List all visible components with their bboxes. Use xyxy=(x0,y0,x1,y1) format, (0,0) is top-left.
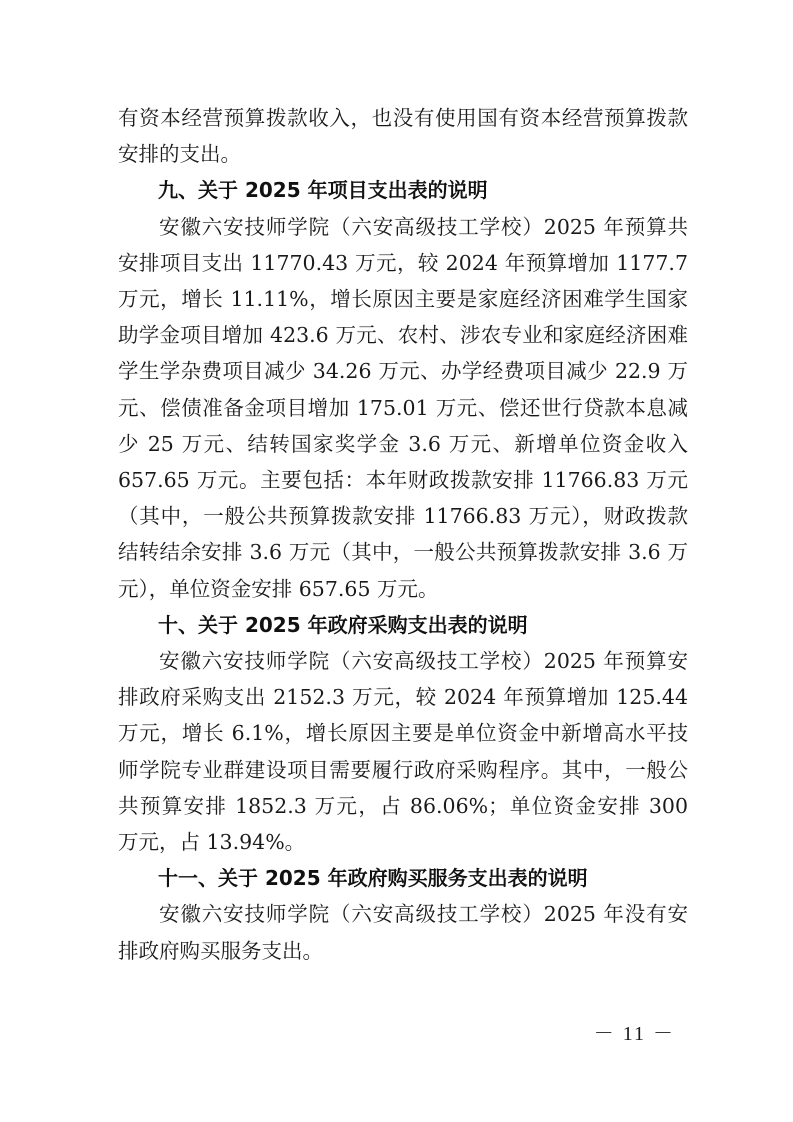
section-paragraph-government-services: 安徽六安技师学院（六安高级技工学校）2025 年没有安排政府购买服务支出。 xyxy=(118,902,688,963)
document-body xyxy=(118,100,688,969)
section-heading-government-services: 十一、关于 2025 年政府购买服务支出表的说明 xyxy=(158,866,588,891)
intro-continuation-paragraph: 有资本经营预算拨款收入，也没有使用国有资本经营预算拨款安排的支出。 xyxy=(118,106,688,167)
page-number: － 11 － xyxy=(593,1023,675,1045)
section-heading-project-expenditure: 九、关于 2025 年项目支出表的说明 xyxy=(158,178,488,203)
section-heading-government-procurement: 十、关于 2025 年政府采购支出表的说明 xyxy=(158,612,528,637)
section-paragraph-project-expenditure: 安徽六安技师学院（六安高级技工学校）2025 年预算共安排项目支出 11770.43 万元，较 2024 年预算增加 1177.7 万元，增长 11.11%，增长原因主要是家庭经济困难学生国家助学金项目增加 423.6 万元、农村、涉农专业和家庭经济困难学生学杂费项目减少 34.26 万元、办学经费项目减少 22.9 万元、偿债准备金项目增加 175.01 万元、偿还世行贷款本息减少 25 万元、结转国家奖学金 3.6 万元、新增单位资金收入 657.65 万元。主要包括：本年财政拨款安排 11766.83 万元（其中，一般公共预算拨款安排 11766.83 万元），财政拨款结转结余安排 3.6 万元（其中，一般公共预算拨款安排 3.6 万元），单位资金安排 657.65 万元。 xyxy=(118,214,688,601)
section-paragraph-government-procurement: 安徽六安技师学院（六安高级技工学校）2025 年预算安排政府采购支出 2152.3 万元，较 2024 年预算增加 125.44 万元，增长 6.1%，增长原因主要是单位资金中新增高水平技师学院专业群建设项目需要履行政府采购程序。其中，一般公共预算安排 1852.3 万元，占 86.06%；单位资金安排 300 万元，占 13.94%。 xyxy=(118,649,688,855)
